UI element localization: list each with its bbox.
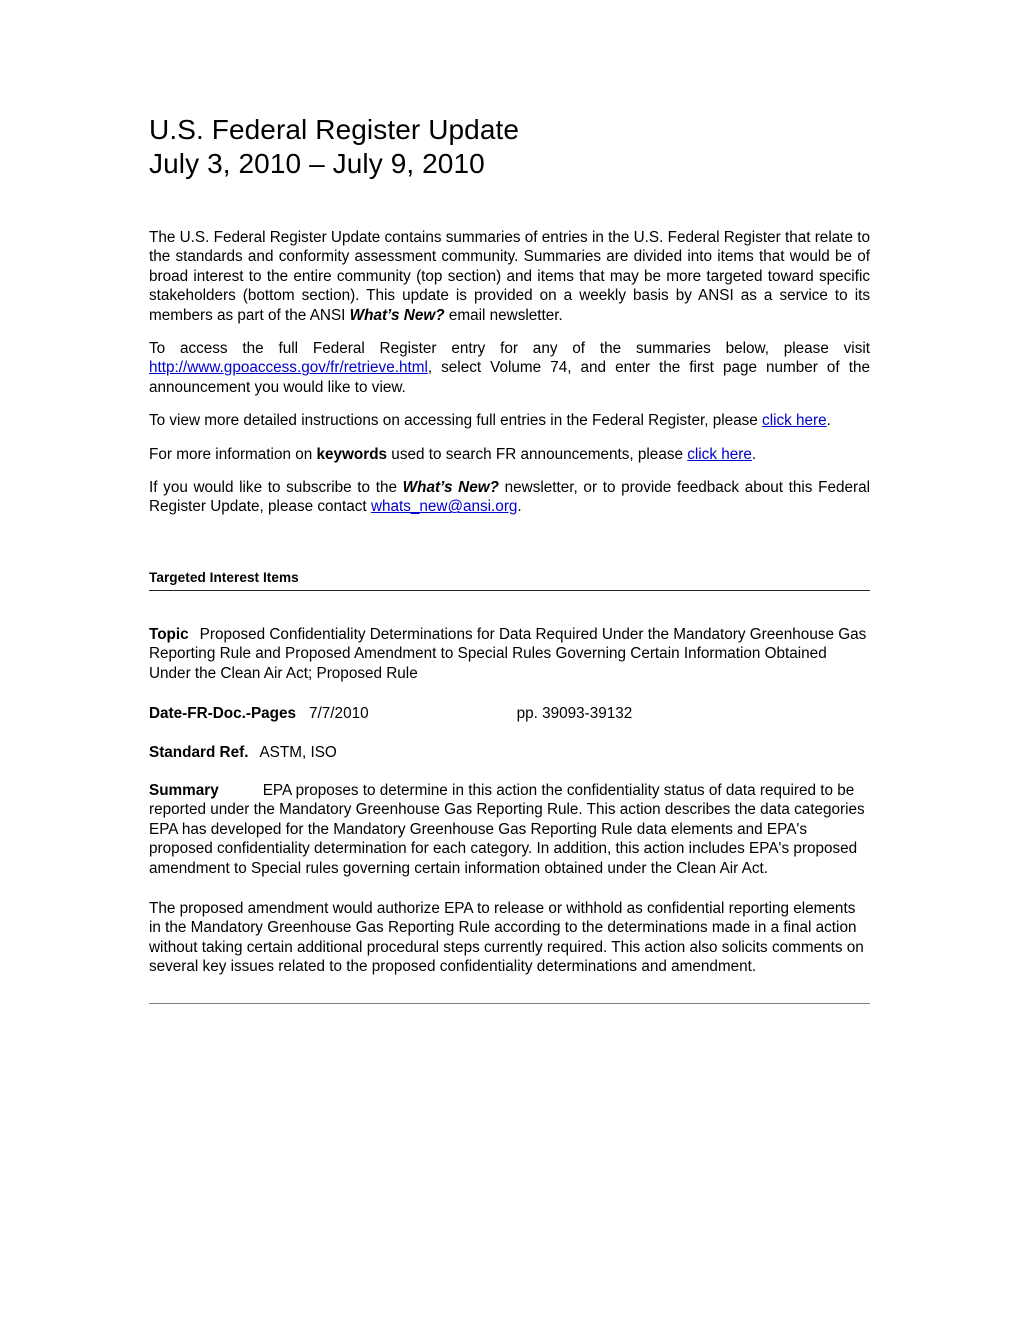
date-label: Date-FR-Doc.-Pages <box>149 705 297 723</box>
detailed-instructions-link[interactable]: click here <box>762 412 827 430</box>
topic-value: Proposed Confidentiality Determinations for Data Required Under the Mandatory Greenhouse Gas Reporting Rule and Proposed Amendment to Special Rules Governing Certain Information Obtained Under the Clean Air Act; Proposed Rule <box>149 625 867 682</box>
document-page <box>149 0 870 1004</box>
intro-p3-text-a: To view more detailed instructions on accessing full entries in the Federal Register, please <box>149 412 763 430</box>
entry-date-row <box>149 704 870 723</box>
summary-paragraph-1: EPA proposes to determine in this action the confidentiality status of data required to be reported under the Mandatory Greenhouse Gas Reporting Rule. This action describes the data categories EPA has developed for the Mandatory Greenhouse Gas Reporting Rule data elements and EPA's proposed confidentiality determination for each category. In addition, this action includes EPA's proposed amendment to Special rules governing certain information obtained under the Clean Air Act. <box>149 781 865 877</box>
email-link[interactable]: whats_new@ansi.org <box>370 498 518 516</box>
intro-p3-text-b: . <box>826 412 831 430</box>
keywords-link[interactable]: click here <box>687 445 752 463</box>
intro-p5-text-c: . <box>517 498 522 516</box>
intro-p2-text-a: To access the full Federal Register entry for any of the summaries below, please visit <box>149 340 870 358</box>
intro-section <box>149 181 870 517</box>
intro-paragraph-5 <box>149 478 870 517</box>
pages-value: pp. 39093-39132 <box>516 705 633 723</box>
intro-p1-text-b: email newsletter. <box>444 306 563 324</box>
intro-p4-text-a: For more information on <box>149 445 317 463</box>
entry-bottom-divider <box>149 1003 870 1004</box>
keywords-emphasis: keywords <box>316 445 388 463</box>
intro-paragraph-3 <box>149 411 870 430</box>
standard-ref-label: Standard Ref. <box>149 743 249 761</box>
standard-ref-value: ASTM, ISO <box>259 743 337 761</box>
title-line-1: U.S. Federal Register Update <box>149 114 520 145</box>
page-title <box>149 0 870 181</box>
intro-paragraph-2 <box>149 339 870 397</box>
intro-p1-text-a: The U.S. Federal Register Update contains summaries of entries in the U.S. Federal Register that relate to the standards and conformity assessment community. Summaries are divided into items that would be of broad interest to the entire community (top section) and items that may be more targeted toward specific stakeholders (bottom section). This update is provided on a weekly basis by ANSI as a service to its members as part of the ANSI <box>149 229 870 324</box>
summary-label: Summary <box>149 781 219 799</box>
entry-summary-row <box>149 781 870 878</box>
topic-label: Topic <box>149 625 189 643</box>
intro-paragraph-4 <box>149 445 870 464</box>
whats-new-emphasis-2: What’s New? <box>402 479 499 497</box>
whats-new-emphasis: What’s New? <box>349 306 445 324</box>
section-heading: Targeted Interest Items <box>149 569 299 585</box>
intro-p5-text-a: If you would like to subscribe to the <box>149 479 403 497</box>
date-value: 7/7/2010 <box>309 705 369 723</box>
title-line-2: July 3, 2010 – July 9, 2010 <box>149 148 485 179</box>
entry-topic-row <box>149 625 870 683</box>
intro-paragraph-1 <box>149 228 870 325</box>
intro-p4-text-b: used to search FR announcements, please <box>387 445 688 463</box>
intro-p5-text-b: newsletter, or to provide feedback about this Federal Register Update, please contact <box>149 479 870 516</box>
gpoaccess-link[interactable]: http://www.gpoaccess.gov/fr/retrieve.html <box>149 359 428 377</box>
entry-standard-ref-row <box>149 743 870 762</box>
federal-register-entry <box>149 591 870 977</box>
intro-p2-text-b: , select Volume 74, and enter the first page number of the announcement you would like to view. <box>149 359 870 396</box>
intro-p4-text-c: . <box>751 445 757 463</box>
summary-paragraph-2: The proposed amendment would authorize EPA to release or withhold as confidential reporting elements in the Mandatory Greenhouse Gas Reporting Rule according to the determinations made in a final action without taking certain additional procedural steps currently required. This action also solicits comments on several key issues related to the proposed confidentiality determinations and amendment. <box>149 899 864 976</box>
